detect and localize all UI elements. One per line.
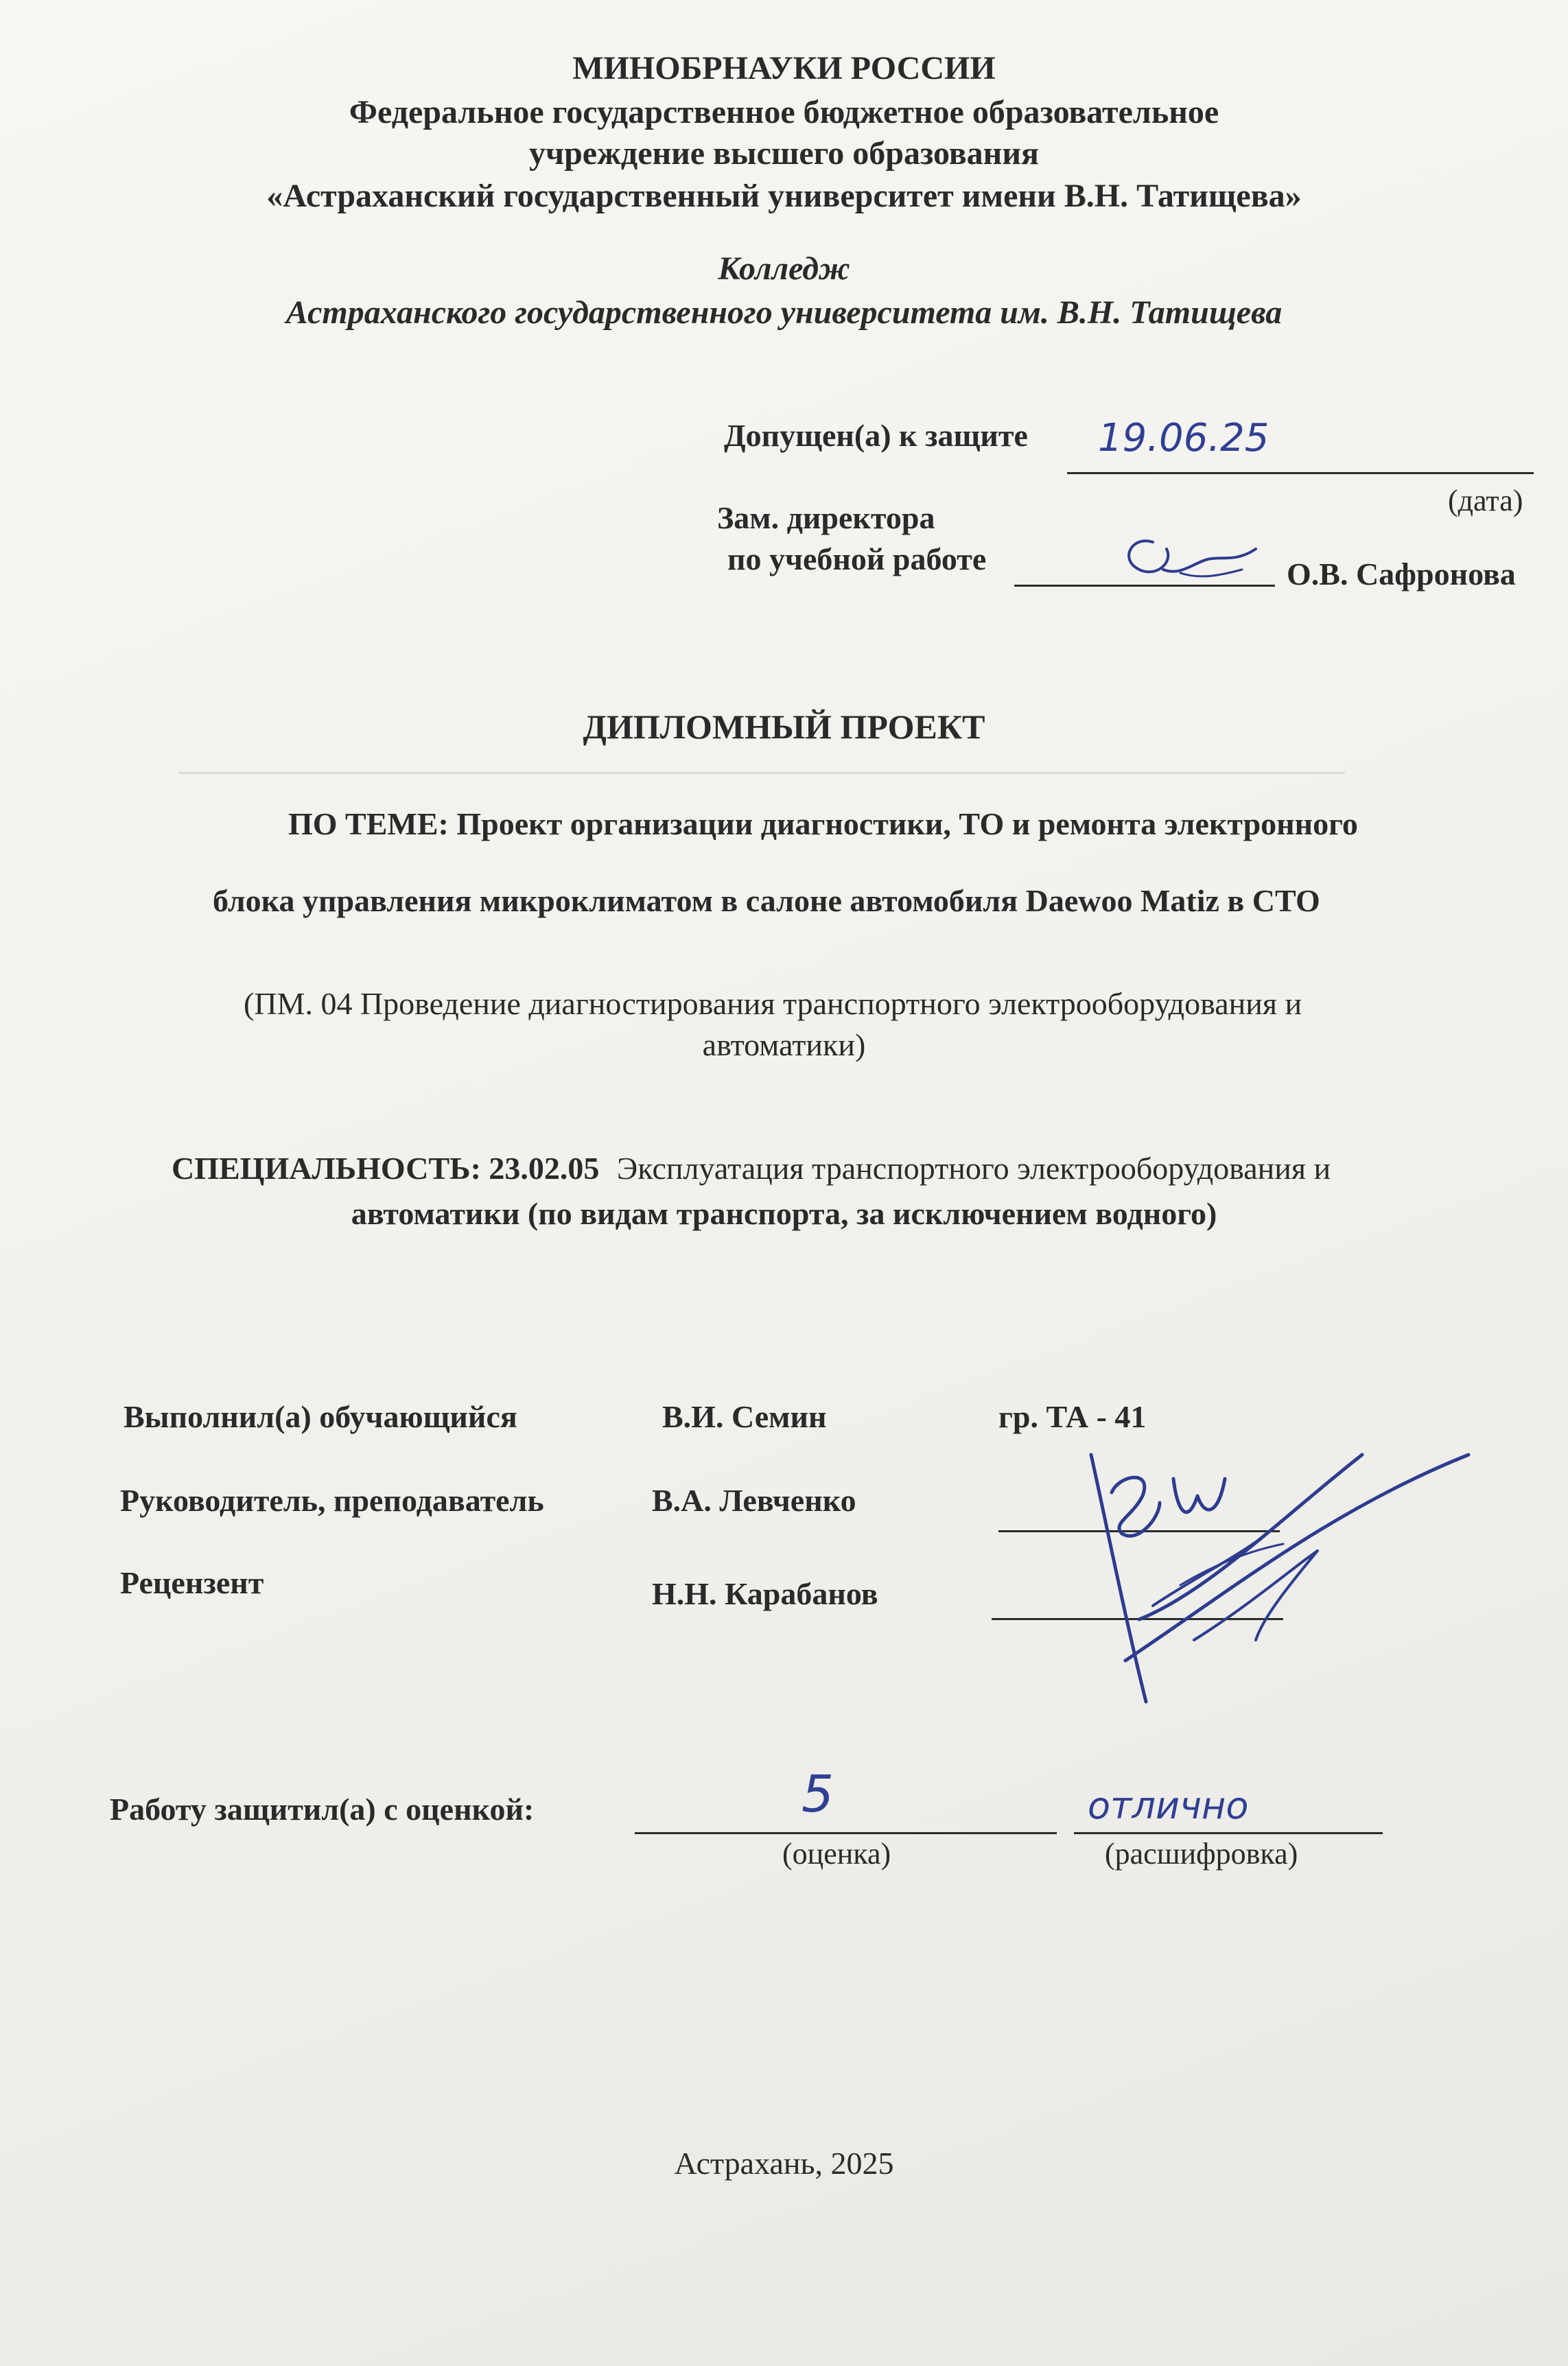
reviewer-name: Н.Н. Карабанов — [652, 1576, 878, 1611]
defense-label: Работу защитил(а) с оценкой: — [110, 1792, 535, 1827]
deputy-title-line-2: по учебной работе — [727, 541, 987, 576]
student-label: Выполнил(а) обучающийся — [124, 1399, 517, 1434]
grade-text-line — [1074, 1832, 1383, 1834]
college-line-1: Колледж — [718, 250, 850, 287]
supervisor-label: Руководитель, преподаватель — [120, 1483, 544, 1518]
college-line-2: Астраханского государственного университета им. В.Н. Татищева — [285, 294, 1283, 331]
student-name: В.И. Семин — [662, 1399, 827, 1434]
deputy-title-line-1: Зам. директора — [717, 500, 935, 535]
institution-line-1: Федеральное государственное бюджетное образовательное — [349, 94, 1219, 130]
student-group: гр. ТА - 41 — [998, 1399, 1147, 1434]
grade-handwritten: 5 — [801, 1765, 834, 1824]
grade-text-caption: (расшифровка) — [1105, 1837, 1298, 1871]
project-title: ДИПЛОМНЫЙ ПРОЕКТ — [583, 707, 985, 746]
reviewer-label: Рецензент — [120, 1565, 264, 1600]
admission-label: Допущен(а) к защите — [724, 418, 1028, 453]
institution-line-3: «Астраханский государственный университет имени В.Н. Татищева» — [266, 178, 1302, 214]
specialty-line-2: автоматики (по видам транспорта, за исключением водного) — [351, 1196, 1217, 1231]
grade-text-handwritten: отлично — [1088, 1784, 1249, 1827]
institution-line-2: учреждение высшего образования — [529, 135, 1039, 172]
admission-date-line — [1067, 472, 1534, 474]
deputy-signature — [1098, 522, 1276, 597]
supervisor-and-reviewer-signatures — [1057, 1414, 1496, 1729]
module-line-1: (ПМ. 04 Проведение диагностирования транспортного электрооборудования и — [244, 986, 1302, 1021]
specialty-line-1 — [172, 1153, 1331, 1184]
city-year: Астрахань, 2025 — [674, 2146, 894, 2181]
admission-date-handwritten: 19.06.25 — [1098, 416, 1269, 460]
module-line-2: автоматики) — [702, 1027, 866, 1062]
grade-caption: (оценка) — [782, 1837, 891, 1871]
deputy-name: О.В. Сафронова — [1287, 557, 1516, 592]
supervisor-name: В.А. Левченко — [652, 1483, 856, 1518]
bleed-through-text — [178, 748, 1345, 780]
project-topic-line-2: блока управления микроклиматом в салоне автомобиля Daewoo Matiz в СТО — [213, 883, 1320, 918]
specialty-name-part-1: Эксплуатация транспортного электрооборудования и — [616, 1151, 1331, 1186]
admission-date-caption: (дата) — [1448, 484, 1523, 517]
grade-line — [635, 1832, 1057, 1834]
ministry-name: МИНОБРНАУКИ РОССИИ — [572, 50, 996, 86]
specialty-code: СПЕЦИАЛЬНОСТЬ: 23.02.05 — [172, 1151, 600, 1186]
project-topic-line-1: ПО ТЕМЕ: Проект организации диагностики, ТО и ремонта электронного — [288, 806, 1358, 841]
